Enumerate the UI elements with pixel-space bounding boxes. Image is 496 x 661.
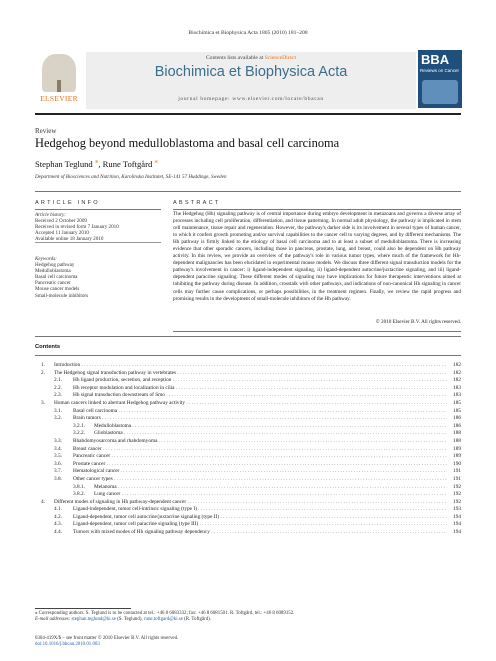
toc-entry[interactable]: Human cancers linked to aberrant Hedgehog pathway activity . . .	[54, 400, 447, 408]
keywords-label: Keywords:	[35, 256, 57, 262]
email-owner: (R. Toftgård).	[182, 617, 211, 623]
toc-row[interactable]	[35, 438, 461, 446]
divider	[35, 209, 161, 210]
toc-entry[interactable]: Ligand-dependent, tumor cell paracrine signaling (type III) . . .	[73, 521, 447, 529]
toc-page: 182	[453, 369, 461, 376]
keyword: Hedgehog pathway	[35, 262, 75, 269]
divider	[35, 336, 461, 337]
toc-page: 189	[453, 453, 461, 460]
email-owner: (S. Teglund),	[115, 617, 144, 623]
toc-number: 1.	[41, 362, 45, 368]
email-label: E-mail addresses:	[35, 617, 72, 623]
cover-title: BBA	[421, 52, 450, 67]
footnote	[35, 611, 461, 624]
toc-entry[interactable]: Hematological cancer . . .	[73, 468, 447, 476]
contents-available	[86, 55, 416, 61]
cover-image	[422, 80, 458, 104]
toc-number: 3.2.1.	[73, 422, 85, 429]
toc-row[interactable]	[35, 521, 461, 529]
issn-line: 0304-419X/$ – see front matter © 2010 Elsevier B.V. All rights reserved.	[35, 636, 179, 641]
toc-number: 3.6.	[54, 460, 62, 467]
keyword: Basal cell carcinoma	[35, 274, 78, 281]
toc-row[interactable]	[35, 370, 461, 378]
elsevier-logo[interactable]	[36, 52, 82, 108]
toc-entry[interactable]: Prostate cancer . . .	[73, 461, 447, 469]
toc-number: 3.8.	[54, 475, 62, 482]
divider	[173, 209, 461, 210]
issn-block	[35, 636, 461, 649]
divider	[173, 331, 461, 332]
history-item: Received 2 October 2009	[35, 218, 87, 225]
toc-entry[interactable]: Hh receptor modulation and localization in cilia . . .	[73, 385, 447, 393]
toc-page: 188	[453, 437, 461, 444]
toc-row[interactable]	[35, 468, 461, 476]
toc-number: 3.7.	[54, 468, 62, 475]
toc-row[interactable]	[35, 506, 461, 514]
doi-link[interactable]: doi:10.1016/j.bbcan.2010.01.003	[35, 642, 100, 648]
toc-number: 4.3.	[54, 521, 62, 528]
toc-entry[interactable]: Rhabdomyosarcoma and rhabdomyoma . . .	[73, 438, 447, 446]
toc-entry[interactable]: Breast cancer . . .	[73, 446, 447, 454]
toc-number: 3.8.1.	[73, 483, 85, 490]
toc-entry[interactable]: Melanoma . . .	[94, 484, 447, 492]
toc-page: 186	[453, 422, 461, 429]
toc-number: 4.4.	[54, 529, 62, 536]
journal-cover[interactable]	[418, 50, 462, 108]
toc-page: 191	[453, 475, 461, 482]
toc-row[interactable]	[35, 385, 461, 393]
toc-number: 4.2.	[54, 513, 62, 520]
toc-page: 191	[453, 468, 461, 475]
toc-row[interactable]	[35, 476, 461, 484]
footnote-line: ⁎ Corresponding authors. S. Teglund is to be contacted at tel.: +46 8 6083332; fax: +46 8 6081501. R. Toftgård, tel.: +46 8 6089152.	[35, 611, 295, 616]
toc-row[interactable]	[35, 529, 461, 537]
sciencedirect-link[interactable]: ScienceDirect	[264, 55, 297, 61]
toc-number: 3.3.	[54, 437, 62, 444]
toc-page: 185	[453, 407, 461, 414]
authors	[35, 157, 158, 169]
toc-page: 183	[453, 392, 461, 399]
email-link[interactable]: stephan.teglund@ki.se	[71, 617, 116, 623]
corresponding-mark[interactable]: ⁎	[94, 157, 99, 165]
keywords	[35, 256, 161, 299]
toc-entry[interactable]: Basal cell carcinoma . . .	[73, 408, 447, 416]
toc-row[interactable]	[35, 423, 461, 431]
toc-number: 3.5.	[54, 453, 62, 460]
footnote-emails	[35, 617, 461, 623]
toc-entry[interactable]: Tumors with mixed modes of Hh signaling pathway dependency . . .	[73, 529, 447, 537]
toc-row[interactable]	[35, 514, 461, 522]
toc-number: 4.1.	[54, 506, 62, 513]
toc-number: 3.8.2.	[73, 491, 85, 498]
toc-row[interactable]	[35, 484, 461, 492]
toc-number: 3.2.	[54, 415, 62, 422]
toc-entry[interactable]: Other cancer types . . .	[73, 476, 447, 484]
toc-entry[interactable]: Ligand-independent, tumor cell-intrinsic signaling (type I) . . .	[73, 506, 447, 514]
toc-entry[interactable]: Ligand-dependent, tumor cell autocrine/juxtacrine signaling (type II) . . .	[73, 514, 447, 522]
abstract-header: ABSTRACT	[173, 200, 221, 206]
toc-number: 4.	[41, 498, 45, 505]
toc-row[interactable]	[35, 430, 461, 438]
toc-page: 188	[453, 430, 461, 437]
toc-page: 194	[453, 521, 461, 528]
toc-entry[interactable]: The Hedgehog signal transduction pathway in vertebrates . . .	[54, 370, 447, 378]
article-title: Hedgehog beyond medulloblastoma and basal cell carcinoma	[35, 136, 340, 150]
keyword: Mouse cancer models	[35, 286, 80, 293]
toc-page: 189	[453, 445, 461, 452]
toc-page: 192	[453, 483, 461, 490]
article-type: Review	[35, 127, 57, 135]
toc-row[interactable]	[35, 408, 461, 416]
history-label: Article history:	[35, 212, 66, 218]
toc-entry[interactable]: Different modes of signaling in Hh pathway-dependent cancer . . .	[54, 499, 447, 507]
history-item: Available online 18 January 2010	[35, 236, 104, 243]
header-rule	[35, 113, 461, 115]
toc-row[interactable]	[35, 461, 461, 469]
article-history	[35, 212, 161, 242]
history-item: Received in revised form 7 January 2010	[35, 224, 119, 231]
toc-entry[interactable]: Hh ligand production, secretion, and reception . . .	[73, 377, 447, 385]
toc-page: 186	[453, 415, 461, 422]
toc-number: 3.4.	[54, 445, 62, 452]
toc-page: 190	[453, 460, 461, 467]
toc-number: 3.2.2.	[73, 430, 85, 437]
article-info-header: ARTICLE INFO	[35, 200, 100, 206]
toc-entry[interactable]: Glioblastoma . . .	[94, 430, 447, 438]
toc-page: 194	[453, 513, 461, 520]
toc-number: 3.	[41, 399, 45, 406]
author-1: Stephan Teglund	[35, 158, 95, 169]
keyword: Pancreatic cancer	[35, 280, 71, 287]
toc-page: 193	[453, 506, 461, 513]
toc-row[interactable]	[35, 491, 461, 499]
abstract-copyright: © 2010 Elsevier B.V. All rights reserved.	[375, 319, 461, 325]
divider	[35, 191, 461, 192]
toc-page: 182	[453, 362, 461, 368]
contents-header: Contents	[35, 344, 61, 350]
toc-number: 2.2.	[54, 384, 62, 391]
toc-row[interactable]	[35, 415, 461, 423]
corresponding-mark[interactable]: ⁎	[154, 157, 158, 165]
toc-page: 183	[453, 384, 461, 391]
divider	[35, 355, 461, 356]
cover-subtitle: Reviews on Cancer	[419, 68, 459, 73]
journal-homepage[interactable]: journal homepage: www.elsevier.com/locate/bbacan	[178, 96, 324, 102]
toc-row[interactable]	[35, 499, 461, 507]
toc-row[interactable]	[35, 392, 461, 400]
toc-page: 194	[453, 529, 461, 536]
toc-entry[interactable]: Introduction . . .	[54, 362, 447, 370]
keyword: Medulloblastoma	[35, 268, 71, 275]
journal-title[interactable]: Biochimica et Biophysica Acta	[154, 64, 348, 80]
toc-entry[interactable]: Brain tumors . . .	[73, 415, 447, 423]
publisher-name: ELSEVIER	[40, 94, 78, 103]
toc-page: 192	[453, 498, 461, 505]
tree-icon	[42, 54, 76, 92]
journal-reference: Biochimica et Biophysica Acta 1805 (2010) 181–208	[188, 30, 308, 36]
toc-number: 2.1.	[54, 377, 62, 384]
abstract-text: The Hedgehog (Hh) signaling pathway is of central importance during embryo development in metazoans and governs a diverse array of processes including cell proliferation, differentiation, and tissue patterning. In normal adult physiology, the pathway is implicated in stem cell maintenance, tissue repair and regeneration. However, the pathway's darker side is its involvement in several types of human cancer, to which it confers growth promoting and/or survival capabilities to the cancer cell to varying degrees, and by different mechanisms. The Hh pathway is firmly linked to the etiology of basal cell carcinoma and to at least a subset of medulloblastoma. There is increasing evidence that other sporadic cancers, including those in pancreas, prostate, lung, and breast, could also be dependent on Hh pathway activity. In this review, we provide an overview of the pathway's role in various tumor types, where much of the framework for Hh-dependent malignancies has been elucidated in experimental mouse models. We discuss three different signal transduction models for the pathway's involvement in cancer: i) ligand-independent signaling, ii) ligand-dependent autocrine/juxtacrine signaling, and iii) ligand-dependent paracrine signaling. These different modes of signaling may have implications for future therapeutic interventions aimed at inhibiting the pathway during disease. In addition, crosstalk with other pathways, and indications of non-canonical Hh signaling in cancer cells may further cause complications, or perhaps possibilities, in the treatment regimen. Finally, we review the rapid progress and promising results in the development of small-molecule inhibitors of the Hh pathway.	[173, 211, 461, 302]
toc-row[interactable]	[35, 362, 461, 370]
toc-row[interactable]	[35, 446, 461, 454]
toc-entry[interactable]: Pancreatic cancer . . .	[73, 453, 447, 461]
keyword: Small-molecule inhibitors	[35, 292, 89, 299]
email-link[interactable]: rune.toftgard@ki.se	[143, 617, 183, 623]
toc-entry[interactable]: Medulloblastoma . . .	[94, 423, 447, 431]
toc-page: 182	[453, 377, 461, 384]
toc-page: 192	[453, 491, 461, 498]
toc-page: 185	[453, 399, 461, 406]
footnote-rule	[35, 608, 131, 609]
toc-number: 2.	[41, 369, 45, 376]
toc-row[interactable]	[35, 377, 461, 385]
toc-number: 3.1.	[54, 407, 62, 414]
toc-row[interactable]	[35, 400, 461, 408]
divider	[35, 242, 161, 243]
contents-prefix: Contents lists available at	[205, 55, 265, 61]
author-2: , Rune Toftgård	[98, 158, 155, 169]
affiliation: Department of Biosciences and Nutrition, Karolinska Institutet, SE-141 57 Huddinge, Sweden	[35, 174, 227, 180]
toc-entry[interactable]: Hh signal transduction downstream of Smo . . .	[73, 392, 447, 400]
toc-entry[interactable]: Lung cancer . . .	[94, 491, 447, 499]
toc-number: 2.3.	[54, 392, 62, 399]
toc-row[interactable]	[35, 453, 461, 461]
history-item: Accepted 11 January 2010	[35, 230, 89, 237]
table-of-contents	[35, 362, 461, 537]
